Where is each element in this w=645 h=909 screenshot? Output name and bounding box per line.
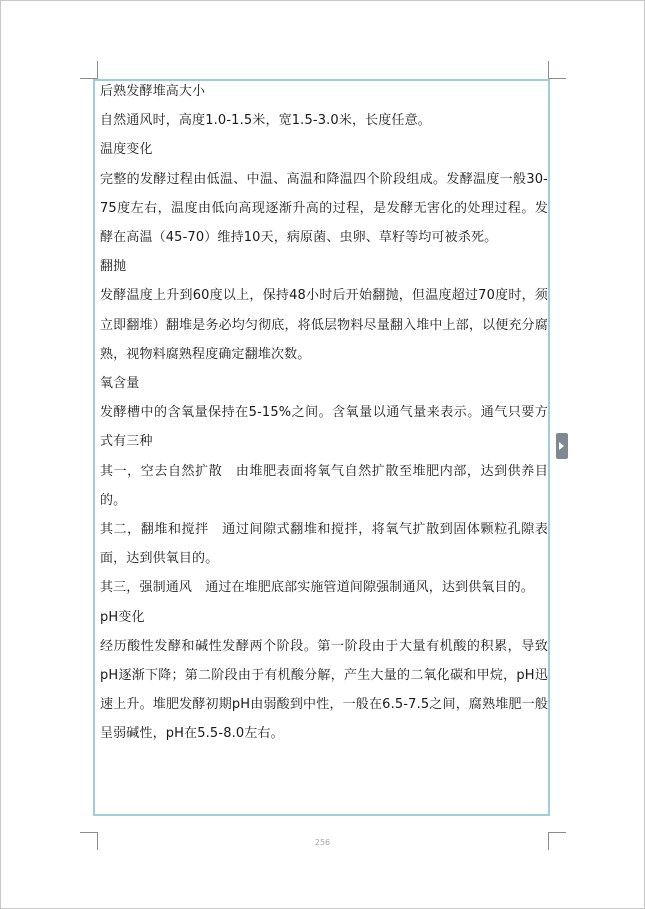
crop-mark-top-left-v: [97, 61, 98, 79]
paragraph: 其二，翻堆和搅拌 通过间隙式翻堆和搅拌，将氧气扩散到固体颗粒孔隙表面，达到供氧目的。: [100, 522, 548, 567]
heading-post-fermentation-pile-size: 后熟发酵堆高大小: [100, 84, 206, 99]
crop-mark-bottom-left-h: [80, 832, 98, 833]
text-frame: [93, 79, 550, 816]
page-number: 256: [314, 838, 331, 847]
paragraph: 其一，空去自然扩散 由堆肥表面将氧气自然扩散至堆肥内部，达到供养目的。: [100, 463, 548, 508]
paragraph: 发酵温度上升到60度以上，保持48小时后开始翻抛，但温度超过70度时，须立即翻堆）翻堆是务必均匀彻底，将低层物料尽量翻入堆中上部，以便充分腐熟，视物料腐熟程度确定翻堆次数。: [100, 288, 548, 362]
paragraph: 经历酸性发酵和碱性发酵两个阶段。第一阶段由于大量有机酸的积累，导致pH逐渐下降；第二阶段由于有机酸分解，产生大量的二氧化碳和甲烷，pH迅速上升。堆肥发酵初期pH由弱酸到中性，一般在6.5-7.5之间，腐熟堆肥一般呈弱碱性，pH在5.5-8.0左右。: [100, 638, 548, 742]
crop-mark-top-right-h: [548, 78, 566, 79]
paragraph: 其三，强制通风 通过在堆肥底部实施管道间隙强制通风，达到供氧目的。: [100, 580, 534, 596]
paragraph: 完整的发酵过程由低温、中温、高温和降温四个阶段组成。发酵温度一般30-75度左右，温度由低向高现逐渐升高的过程，是发酵无害化的处理过程。发酵在高温（45-70）维持10天，病原菌、虫卵、草籽等均可被杀死。: [100, 171, 548, 246]
heading-oxygen-content: 氧含量: [100, 376, 140, 392]
page-edge-top: [0, 0, 645, 1]
crop-mark-bottom-right-h: [548, 832, 566, 833]
expand-arrow-icon: [559, 442, 564, 450]
heading-ph-change: pH变化: [100, 609, 145, 625]
page-edge-left: [0, 0, 1, 909]
heading-temperature-change: 温度变化: [100, 142, 153, 158]
crop-mark-top-right-v: [548, 61, 549, 79]
page-content: [100, 77, 548, 749]
paragraph: 自然通风时，高度1.0-1.5米，宽1.5-3.0米，长度任意。: [100, 113, 431, 129]
paragraph: 发酵槽中的含氧量保持在5-15%之间。含氧量以通气量来表示。通气只要方式有三种: [100, 405, 548, 450]
side-panel-toggle[interactable]: [556, 433, 568, 459]
heading-turning: 翻抛: [100, 259, 127, 275]
